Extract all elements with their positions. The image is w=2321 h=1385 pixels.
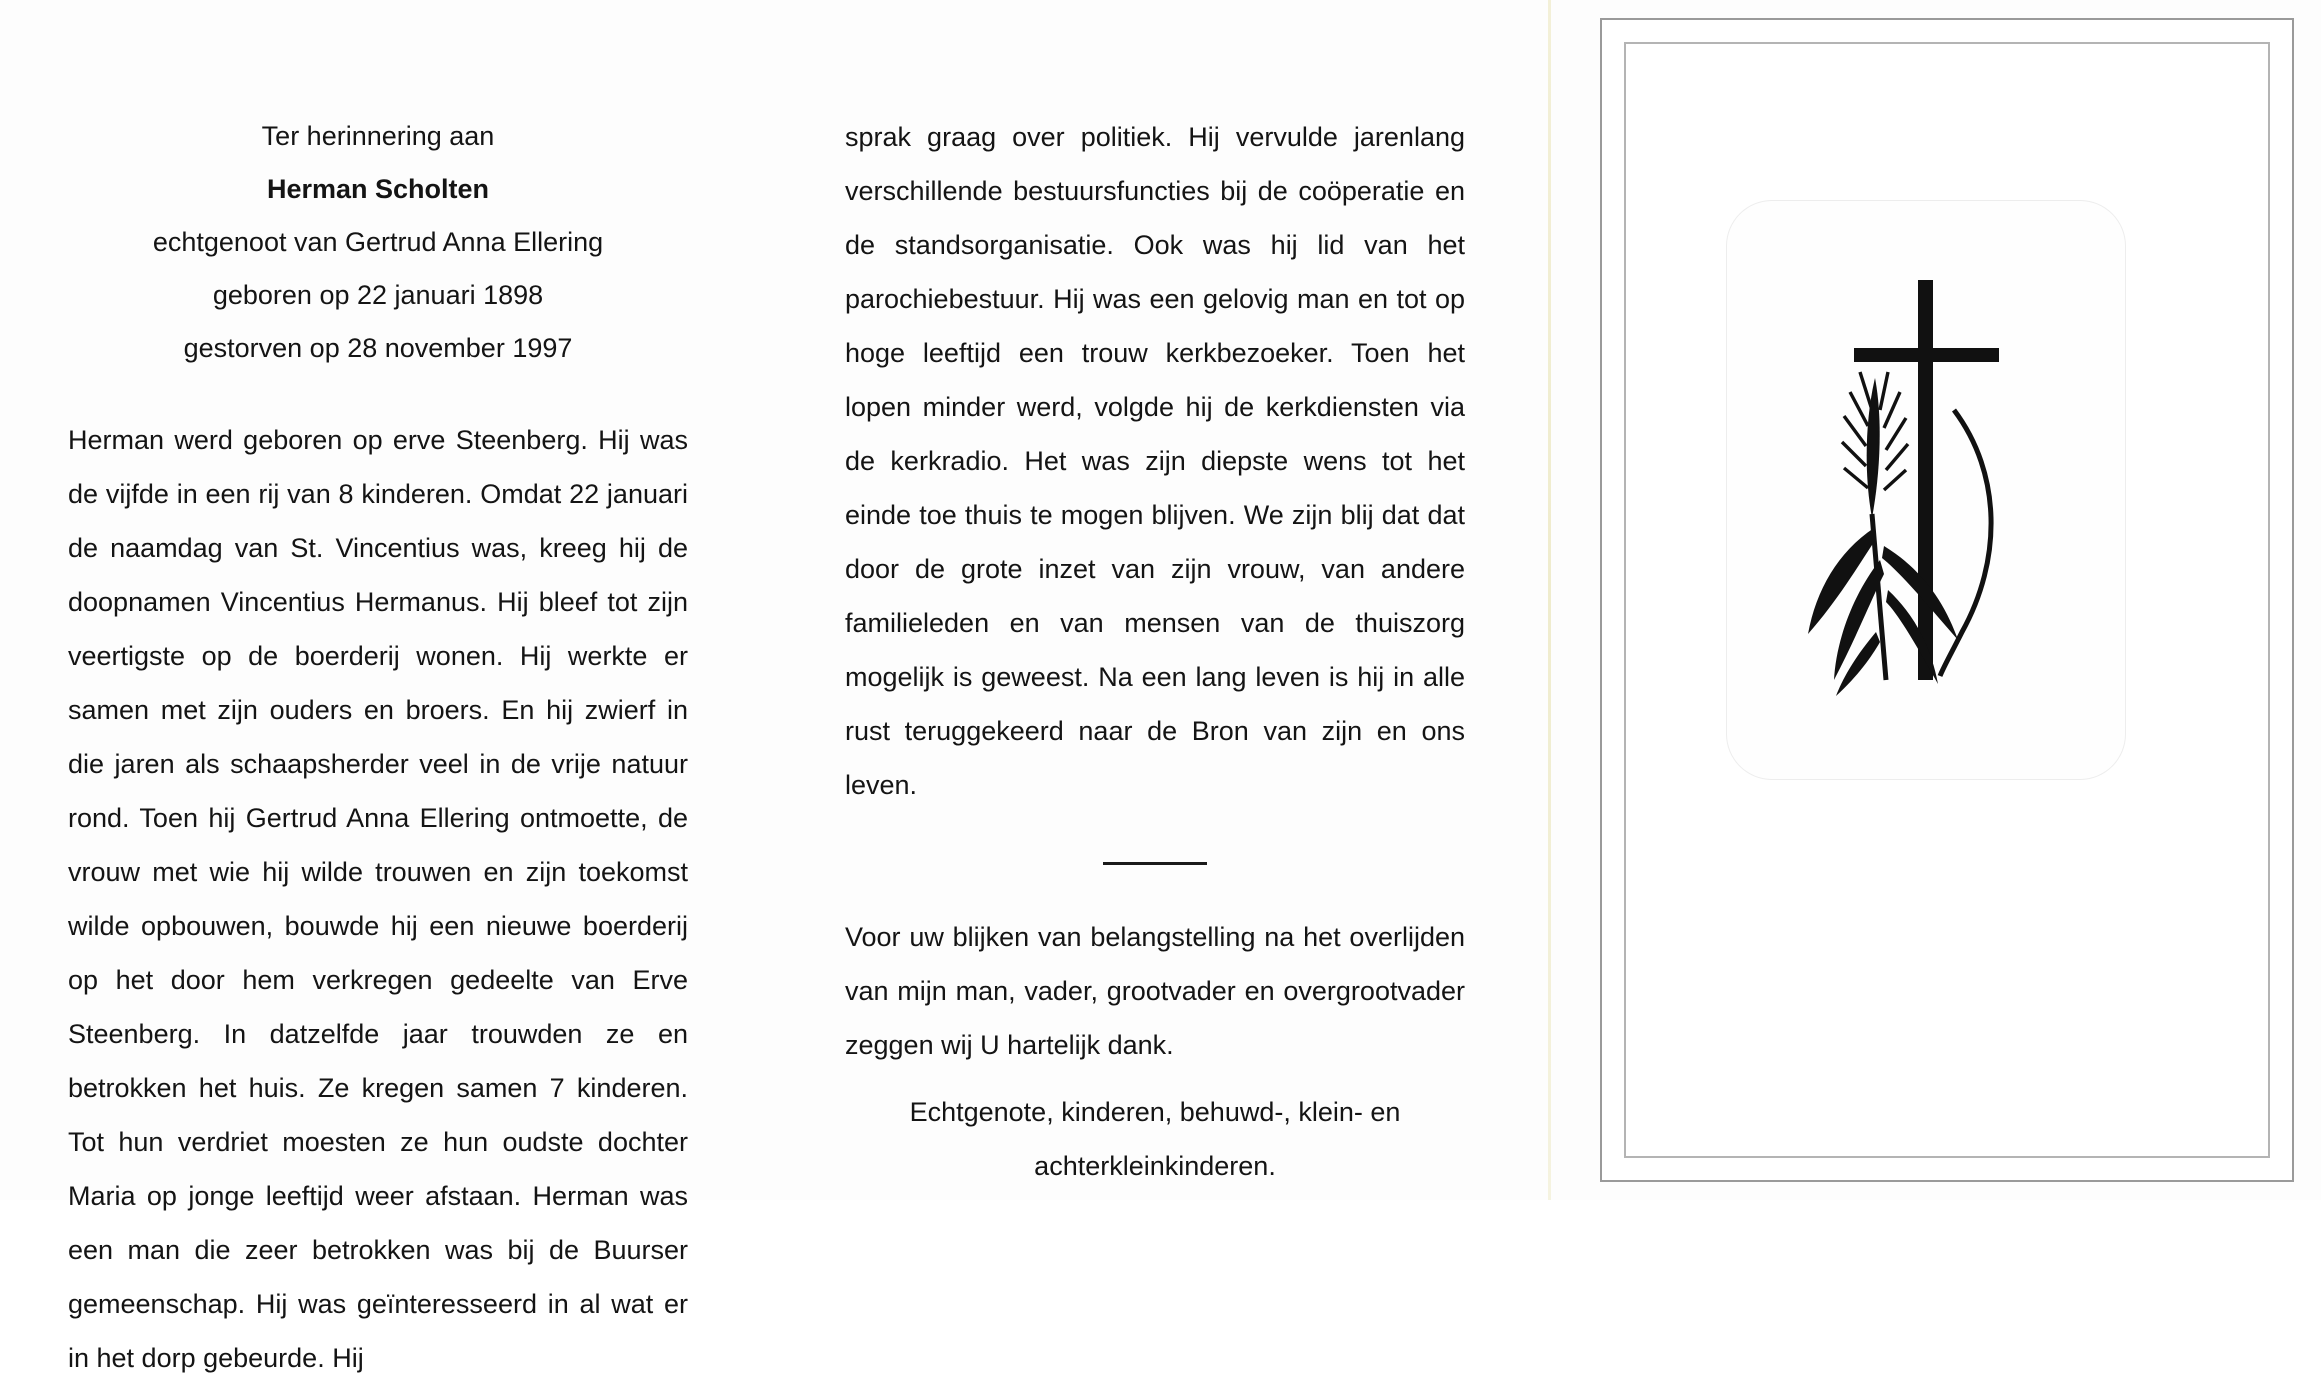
section-divider [1103,862,1207,865]
cross-with-wheat-illustration [1776,260,2076,720]
intro-line: Ter herinnering aan [261,121,495,151]
biography-right-text: sprak graag over politiek. Hij vervulde jarenlang verschillende bestuursfuncties bij de coöperatie en de standsorganisatie. Ook was hij lid van het parochiebestuur. Hij was een gelovig man en tot op hoge leeftijd een trouw kerkbezoeker. Toen het lopen minder werd, volgde hij de kerkdiensten via de kerkradio. Het was zijn diepste wens tot het einde toe thuis te mogen blijven. We zijn blij dat dat door de grote inzet van zijn vrouw, van andere familieleden en van mensen van de thuiszorg mogelijk is geweest. Na een lang leven is hij in alle rust teruggekeerd naar de Bron van zijn en ons leven. [845,122,1465,800]
left-column [68,110,688,1385]
spouse-line: echtgenoot van Gertrud Anna Ellering [152,227,604,257]
death-line: gestorven op 28 november 1997 [183,333,573,363]
page-fold-seam [1548,0,1551,1200]
signatories-text: Echtgenote, kinderen, behuwd-, klein- en achterkleinkinderen. [909,1097,1401,1181]
illustration-vignette [1726,200,2126,780]
memorial-header [68,110,688,375]
thanks-text: Voor uw blijken van belangstelling na het overlijden van mijn man, vader, grootvader en overgrootvader zeggen wij U hartelijk dank. [845,922,1465,1060]
middle-column [845,110,1465,865]
deceased-name: Herman Scholten [266,174,490,204]
biography-left-text: Herman werd geboren op erve Steenberg. Hij was de vijfde in een rij van 8 kinderen. Omdat 22 januari de naamdag van St. Vincentius was, kreeg hij de doopnamen Vincentius Hermanus. Hij bleef tot zijn veertigste op de boerderij wonen. Hij werkte er samen met zijn ouders en broers. En hij zwierf in die jaren als schaapsherder veel in de vrije natuur rond. Toen hij Gertrud Anna Ellering ontmoette, de vrouw met wie hij wilde trouwen en zijn toekomst wilde opbouwen, bouwde hij een nieuwe boerderij op het door hem verkregen gedeelte van Erve Steenberg. In datzelfde jaar trouwden ze en betrokken het huis. Ze kregen samen 7 kinderen. Tot hun verdriet moesten ze hun oudste dochter Maria op jonge leeftijd weer afstaan. Herman was een man die zeer betrokken was bij de Buurser gemeenschap. Hij was geïnteresseerd in al wat er in het dorp gebeurde. Hij [68,425,688,1373]
birth-line: geboren op 22 januari 1898 [212,280,544,310]
illustration-card [1600,18,2294,1182]
